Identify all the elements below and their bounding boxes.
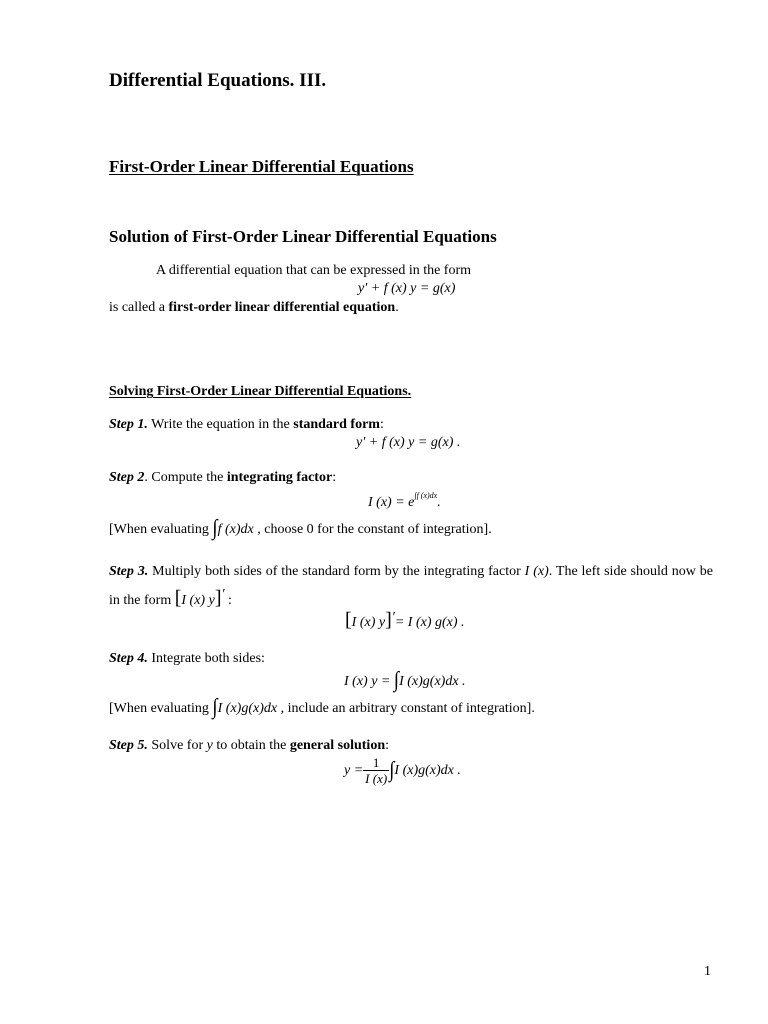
step-2-note — [109, 518, 492, 540]
step-4-eq-integrand: I (x)g(x)dx . — [399, 674, 466, 689]
step-5-text-pre: Solve for — [147, 738, 207, 753]
step-3-text-2: . The left side should now be in the form — [109, 564, 713, 608]
step-1-text: Write the equation in the — [147, 417, 294, 432]
page-number: 1 — [704, 964, 711, 979]
step-5-var: y — [206, 738, 213, 753]
integral-symbol: ∫ — [212, 516, 218, 541]
step-2-text: . Compute the — [144, 470, 227, 485]
step-4 — [109, 651, 265, 667]
step-2-note-post: , choose 0 for the constant of integration]. — [253, 522, 492, 537]
eq-right-bracket: ] — [385, 609, 392, 631]
right-bracket: ] — [214, 587, 222, 609]
solving-heading: Solving First-Order Linear Differential Equations. — [109, 384, 412, 399]
left-bracket: [ — [174, 587, 182, 609]
step-4-label: Step 4. — [109, 651, 148, 666]
step-1 — [109, 417, 384, 433]
step-1-colon: : — [379, 417, 384, 432]
step-5-colon: : — [385, 738, 389, 753]
step-4-note-integrand: I (x)g(x)dx — [217, 701, 278, 716]
step-5 — [109, 738, 389, 754]
exponent-integral-symbol: ∫ — [414, 491, 417, 500]
step-5-eq-integrand: I (x)g(x)dx . — [394, 762, 461, 778]
step-4-note-pre: [When evaluating — [109, 701, 213, 716]
general-solution-fraction — [363, 755, 389, 786]
step-4-note-post: , include an arbitrary constant of integration]. — [277, 701, 535, 716]
section-heading: First-Order Linear Differential Equations — [109, 157, 414, 176]
integrating-factor-period: . — [437, 495, 441, 510]
step-3 — [109, 559, 713, 614]
step-3-eq-rhs: = I (x) g(x) . — [394, 615, 465, 630]
step-4-text: Integrate both sides: — [147, 651, 265, 666]
step-2-label: Step 2 — [109, 470, 145, 485]
step-4-equation — [344, 670, 466, 692]
step-4-integral-symbol: ∫ — [393, 668, 400, 693]
step-1-term: standard form — [293, 417, 380, 432]
intro-definition-pre: is called a — [109, 300, 169, 315]
fraction-numerator: 1 — [363, 755, 389, 771]
step-2 — [109, 470, 336, 486]
step-5-equation — [344, 755, 461, 786]
step-3-eq-inner: I (x) y — [351, 615, 386, 630]
step-2-note-integrand: f (x)dx — [217, 522, 254, 537]
eq-prime-mark: ′ — [391, 610, 395, 625]
intro-definition-post: . — [395, 300, 399, 315]
step-4-eq-lhs: I (x) y = — [344, 674, 394, 689]
step-5-term: general solution — [289, 738, 386, 753]
exponent-integrand: f (x)dx — [416, 491, 438, 500]
intro-text: A differential equation that can be expressed in the form — [156, 263, 472, 278]
step-3-label: Step 3. — [109, 564, 149, 579]
subsection-heading: Solution of First-Order Linear Differential Equations — [109, 227, 497, 246]
step-4-note — [109, 697, 535, 719]
fraction-denominator: I (x) — [365, 771, 388, 786]
step-5-eq-lhs: y = — [344, 762, 364, 778]
step-3-text-1: Multiply both sides of the standard form by the integrating factor — [148, 564, 525, 579]
eq-left-bracket: [ — [345, 609, 352, 631]
page-title: Differential Equations. III. — [109, 70, 327, 91]
step-2-note-pre: [When evaluating — [109, 522, 213, 537]
intro-definition — [109, 300, 399, 316]
step-5-text-mid: to obtain the — [212, 738, 290, 753]
integrating-factor-exponent — [414, 491, 437, 500]
step-3-factor: I (x) — [524, 564, 549, 579]
prime-mark: ′ — [221, 587, 225, 602]
step-1-label: Step 1. — [109, 417, 148, 432]
step-5-integral-symbol: ∫ — [389, 757, 395, 782]
intro-definition-term: first-order linear differential equation — [168, 300, 396, 315]
step-3-equation — [345, 609, 465, 632]
step-5-label: Step 5. — [109, 738, 148, 753]
step-2-term: integrating factor — [226, 470, 333, 485]
integrating-factor-lhs: I (x) = e — [368, 495, 415, 510]
step-1-equation: y′ + f (x) y = g(x) . — [356, 435, 461, 450]
intro-equation: y′ + f (x) y = g(x) — [358, 281, 456, 296]
step-3-form: I (x) y — [181, 593, 215, 608]
step-4-note-integral-symbol: ∫ — [212, 695, 218, 720]
step-3-text-3: : — [224, 593, 232, 608]
step-2-equation — [368, 491, 441, 511]
step-2-colon: : — [332, 470, 337, 485]
